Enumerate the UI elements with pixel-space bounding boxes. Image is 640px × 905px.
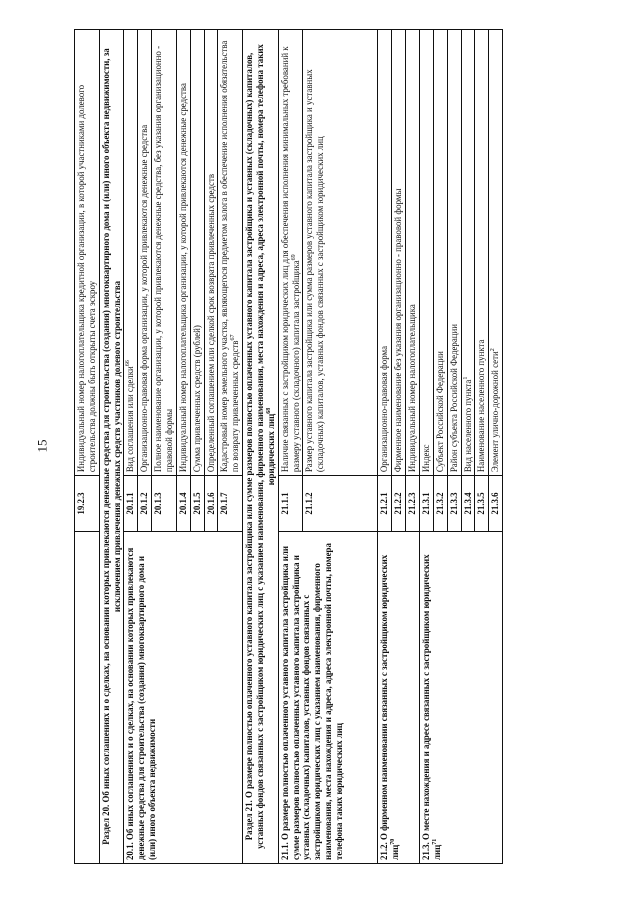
table-cell-code: 19.2.3	[75, 476, 100, 532]
table-row	[378, 30, 392, 864]
table-cell-code: 20.1.1	[124, 476, 138, 532]
table-cell-text: Наличие связанных с застройщиком юридических лиц для обеспечения исполнения минимальных требований к размеру уставного (складочного) капитала застройщика$^{69}$	[278, 30, 303, 476]
table-cell-code: 21.3.5	[475, 476, 489, 532]
table-cell-code: 21.3.4	[461, 476, 475, 532]
table-cell-code: 20.1.2	[138, 476, 152, 532]
requirements-table	[74, 29, 503, 864]
table-cell-code: 21.1.2	[303, 476, 378, 532]
table-cell-text: Индивидуальный номер налогоплательщика	[406, 30, 420, 476]
table-cell-code: 20.1.4	[176, 476, 190, 532]
table-cell-text: Вид населенного пункта$^1$	[461, 30, 475, 476]
group-21-1-title: 21.1. О размере полностью оплаченного уставного капитала застройщика или сумме размеров полностью оплаченных уставного капитала застройщика и уставных (складочных) капиталов, уставных фондов связанных с застройщиком юридических лиц с указанием наименования, фирменного наименования, места нахождения и адреса, адреса электронной почты, номера телефона таких юридических лиц	[278, 531, 378, 863]
table-cell-text: Фирменное наименование без указания организационно - правовой формы	[392, 30, 406, 476]
table-cell-text: Определенный соглашением или сделкой срок возврата привлеченных средств	[204, 30, 218, 476]
table-cell-code: 20.1.6	[204, 476, 218, 532]
section-header-row	[243, 30, 279, 864]
table-cell-text: Полное наименование организации, у которой привлекаются денежные средства, без указания организационно - правовой формы	[152, 30, 177, 476]
table-cell-text: Вид соглашения или сделки$^{66}$	[124, 30, 138, 476]
table-cell-code: 21.3.2	[433, 476, 447, 532]
rotated-page	[74, 29, 634, 864]
table-cell-text: Кадастровый номер земельного участка, являющегося предметом залога в обеспечение исполнения обязательства по возврату привлеченных средств$^{67}$	[218, 30, 243, 476]
page-number: 15	[34, 439, 50, 453]
section-header-row	[99, 30, 124, 864]
section-20-title: Раздел 20. Об иных соглашениях и о сделках, на основании которых привлекаются денежные средства для строительства (создания) многоквартирного дома и (или) иного объекта недвижимости, за исключением привлечения денежных средств участников долевого строительства	[99, 30, 124, 864]
table-cell-code: 21.2.3	[406, 476, 420, 532]
table-cell-text: Размер уставного капитала застройщика или сумма размеров уставного капитала застройщика и уставных (складочных) капиталов, уставных фондов связанных с застройщиком юридических лиц	[303, 30, 378, 476]
table-cell	[75, 531, 100, 863]
table-cell-code: 21.1.1	[278, 476, 303, 532]
table-cell-text: Элемент улично-дорожной сети$^2$	[489, 30, 503, 476]
table-cell-text: Организационно-правовая форма организации, у которой привлекаются денежные средства	[138, 30, 152, 476]
group-20-1-title: 20.1. Об иных соглашениях и о сделках, на основании которых привлекаются денежные средства для строительства (создания) многоквартирного дома и (или) иного объекта недвижимости	[124, 531, 243, 863]
table-row	[278, 30, 303, 864]
table-cell-code: 21.3.3	[447, 476, 461, 532]
table-cell-text: Субъект Российской Федерации	[433, 30, 447, 476]
table-cell-text: Индекс	[420, 30, 434, 476]
group-21-3-title: 21.3. О месте нахождения и адресе связанных с застройщиком юридических лиц$^{71}$	[420, 531, 503, 863]
table-cell-text: Наименование населенного пункта	[475, 30, 489, 476]
table-cell-code: 20.1.7	[218, 476, 243, 532]
table-cell-text: Организационно-правовая форма	[378, 30, 392, 476]
table-row	[420, 30, 434, 864]
table-cell-code: 20.1.3	[152, 476, 177, 532]
section-21-title: Раздел 21. О размере полностью оплаченного уставного капитала застройщика или сумме размеров полностью оплаченных уставного капитала застройщика и уставных (складочных) капиталов, уставных фондов связанных с застройщиком юридических лиц с указанием наименования, фирменного наименования, места нахождения и адреса, адреса электронной почты, номера телефона таких юридических лиц$^{68}$	[243, 30, 279, 864]
table-cell-code: 21.2.1	[378, 476, 392, 532]
table-cell-text: Индивидуальный номер налогоплательщика кредитной организации, в которой участниками долевого строительства должны быть открыты счета эскроу	[75, 30, 100, 476]
table-cell-code: 20.1.5	[190, 476, 204, 532]
table-cell-code: 21.3.1	[420, 476, 434, 532]
table-cell-text: Индивидуальный номер налогоплательщика организации, у которой привлекаются денежные средства	[176, 30, 190, 476]
table-cell-text: Район субъекта Российской Федерации	[447, 30, 461, 476]
table-row	[75, 30, 100, 864]
group-21-2-title: 21.2. О фирменном наименовании связанных с застройщиком юридических лиц$^{70}$	[378, 531, 420, 863]
table-row	[124, 30, 138, 864]
table-cell-code: 21.2.2	[392, 476, 406, 532]
table-cell-text: Сумма привлеченных средств (рублей)	[190, 30, 204, 476]
table-cell-code: 21.3.6	[489, 476, 503, 532]
